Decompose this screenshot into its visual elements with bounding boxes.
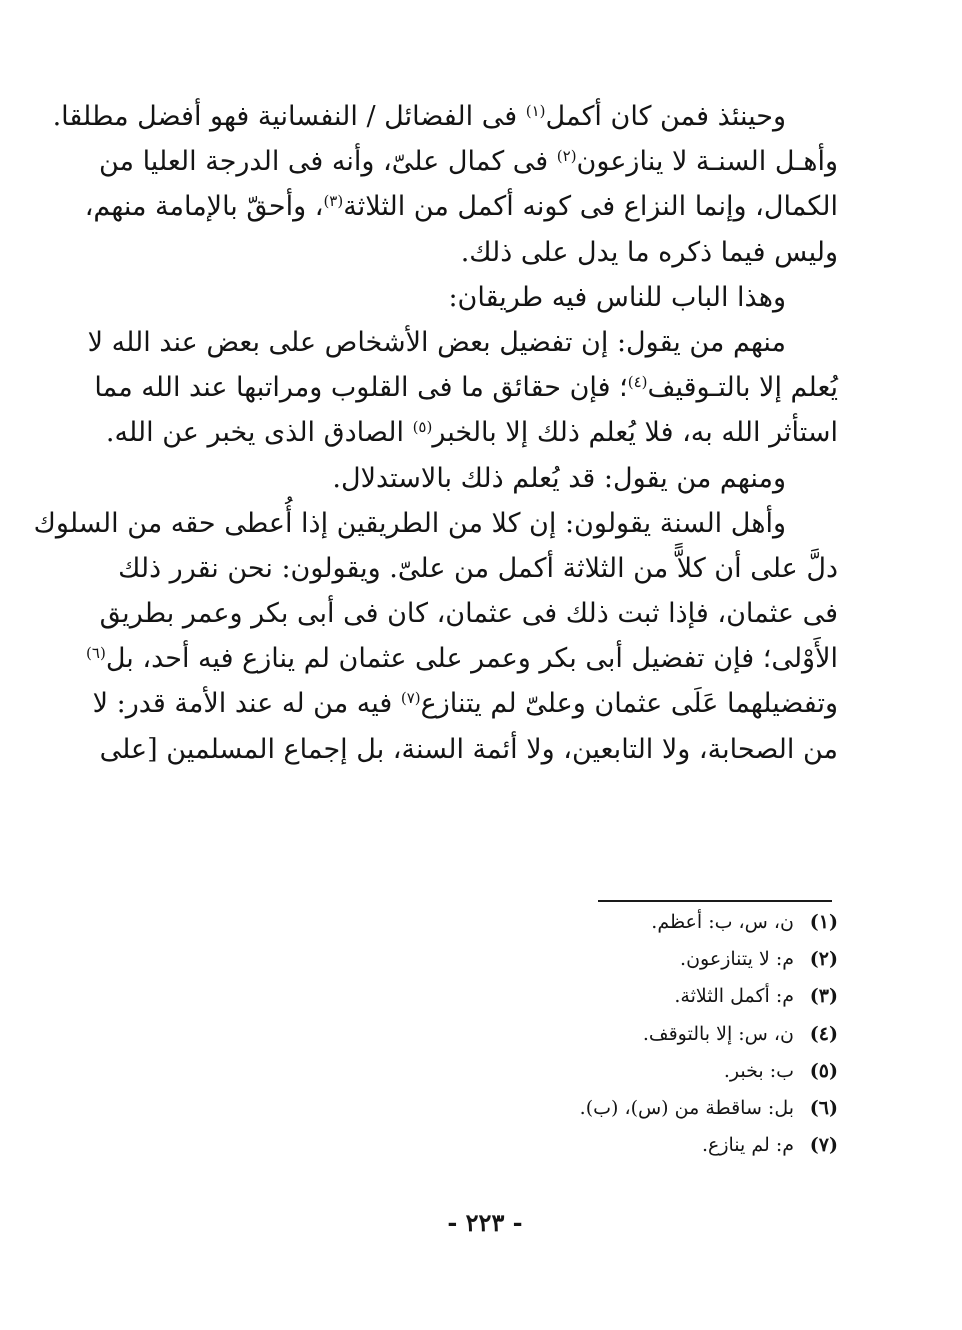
footnote-number: (٤) bbox=[809, 1022, 838, 1045]
footnote-text: ن، س: إلا بالتوقف. bbox=[642, 1022, 794, 1045]
text-line: وحينئذ فمن كان أكمل$^{(١)}$ فى الفضائل / النفسانية فهو أفضل مطلقا. bbox=[52, 101, 786, 132]
text-line: الكمال، وإنما النزاع فى كونه أكمل من الثلاثة$^{(٣)}$، وأحقّ بالإمامة منهم، bbox=[84, 191, 838, 223]
footnote-text: م: لا يتنازعون. bbox=[680, 948, 794, 971]
footnote-number: (٣) bbox=[809, 985, 838, 1008]
footnote-ref[interactable]: (٣) bbox=[323, 192, 344, 211]
text-line: وأهـل السنـة لا ينازعون$^{(٢)}$ فى كمال علىّ، وأنه فى الدرجة العليا من bbox=[98, 146, 838, 178]
text-line: ومنهم من يقول: قد يُعلم ذلك بالاستدلال. bbox=[332, 462, 786, 494]
main-text bbox=[33, 94, 838, 772]
footnote-ref[interactable]: (٦) bbox=[86, 644, 106, 663]
footnote-text: م: أكمل الثلاثة. bbox=[674, 985, 794, 1008]
text-line: وليس فيما ذكره ما يدل على ذلك. bbox=[460, 236, 838, 268]
footnote-item bbox=[418, 978, 838, 1015]
footnote-item bbox=[418, 1016, 838, 1053]
footnote-item bbox=[418, 904, 838, 941]
footnote-item bbox=[418, 1090, 838, 1127]
footnote-item bbox=[418, 941, 838, 978]
footnote-text: م: لم ينازع. bbox=[701, 1134, 794, 1157]
footnote-number: (٧) bbox=[809, 1134, 838, 1157]
footnotes-list bbox=[418, 904, 838, 1164]
footnote-text: بل: ساقطة من (س)، (ب). bbox=[579, 1096, 794, 1119]
text-line: فى عثمان، فإذا ثبت ذلك فى عثمان، كان فى أبى بكر وعمر بطريق bbox=[99, 598, 838, 630]
footnote-ref[interactable]: (٥) bbox=[412, 418, 433, 437]
footnote-divider bbox=[598, 900, 832, 902]
footnote-ref[interactable]: (٢) bbox=[556, 147, 577, 166]
text-line: دلَّ على أن كلاًّ من الثلاثة أكمل من علىّ. ويقولون: نحن نقرر ذلك bbox=[118, 552, 838, 584]
text-line: وتفضيلهما عَلَى عثمان وعلىّ لم يتنازع$^{(٧)}$ فيه من له عند الأمة قدر: لا bbox=[92, 688, 838, 720]
footnote-text: ن، س، ب: أعظم. bbox=[651, 911, 794, 933]
footnote-text: ب: بخبر. bbox=[723, 1059, 794, 1082]
text-line: استأثر الله به، فلا يُعلم ذلك إلا بالخبر$^{(٥)}$ الصادق الذى يخبر عن الله. bbox=[105, 417, 838, 449]
footnote-item bbox=[418, 1127, 838, 1164]
footnote-ref[interactable]: (٧) bbox=[400, 689, 421, 708]
page-number: - ٢٢٣ - bbox=[447, 1208, 523, 1237]
text-line: من الصحابة، ولا التابعين، ولا أئمة السنة، بل إجماع المسلمين [على bbox=[99, 733, 838, 765]
text-line: وأهل السنة يقولون: إن كلا من الطريقين إذا أُعطى حقه من السلوك bbox=[33, 507, 786, 539]
footnote-number: (١) bbox=[809, 911, 838, 933]
footnote-number: (٢) bbox=[809, 948, 838, 971]
text-line: منهم من يقول: إن تفضيل بعض الأشخاص على بعض عند الله لا bbox=[87, 326, 786, 358]
footnote-number: (٦) bbox=[809, 1096, 838, 1119]
text-line: الأَوْلى؛ فإن تفضيل أبى بكر وعمر على عثمان لم ينازع فيه أحد، بل$^{(٦)}$ bbox=[86, 643, 838, 675]
footnote-number: (٥) bbox=[809, 1059, 838, 1082]
text-line: وهذا الباب للناس فيه طريقان: bbox=[448, 281, 786, 313]
footnote-ref[interactable]: (٤) bbox=[627, 373, 648, 392]
footnote-item bbox=[418, 1053, 838, 1090]
text-line: يُعلم إلا بالتـوقيف$^{(٤)}$؛ فإن حقائق ما فى القلوب ومراتبها عند الله مما bbox=[94, 372, 838, 404]
footnote-ref[interactable]: (١) bbox=[525, 102, 546, 120]
